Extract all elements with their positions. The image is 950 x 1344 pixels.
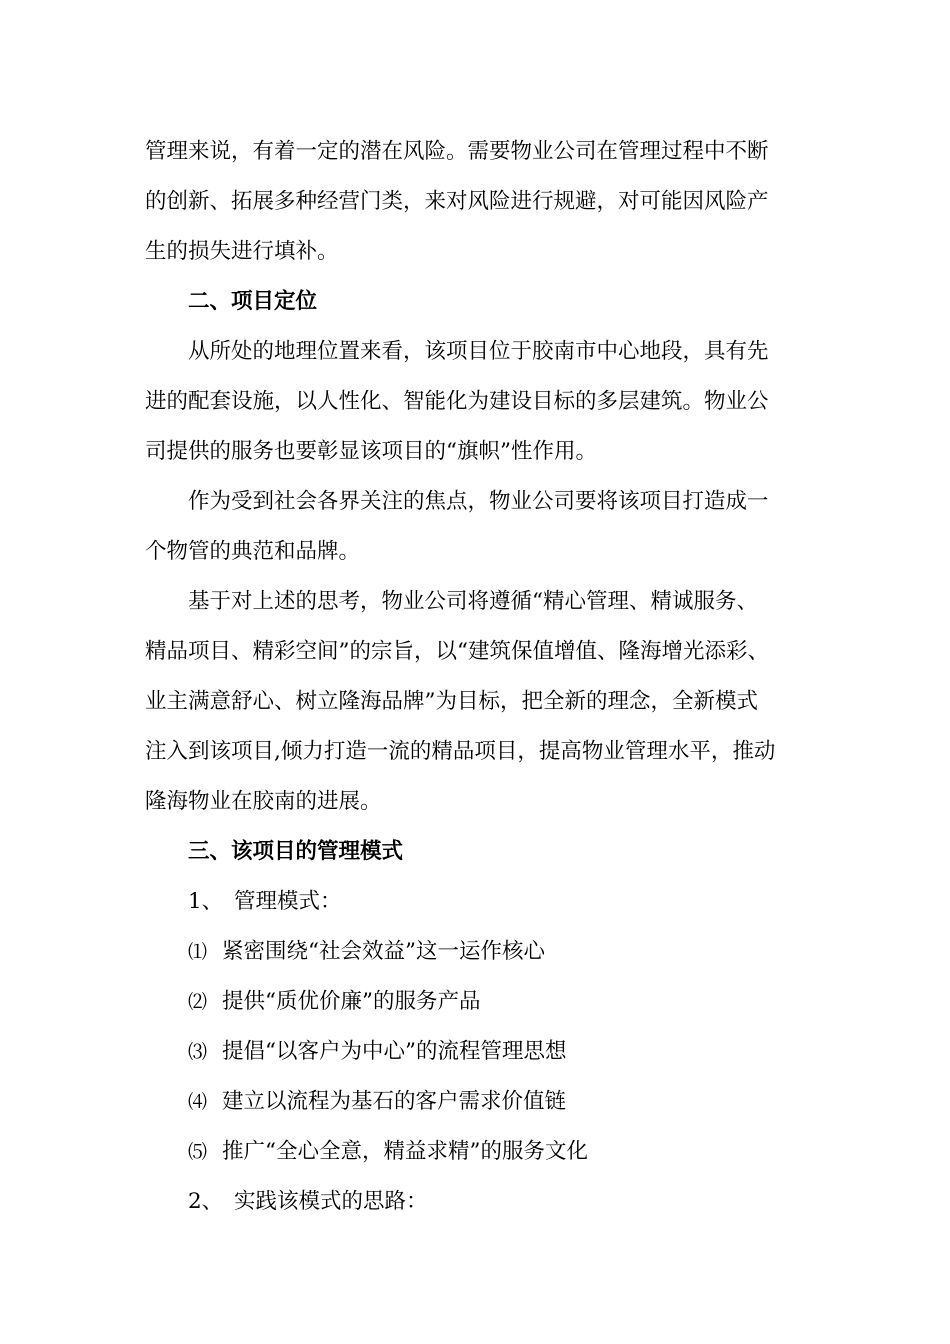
list-number: ⑵ [188,991,208,1013]
paragraph-line: 隆海物业在胶南的进展。 [145,789,382,814]
numbered-subheading [145,1177,810,1227]
list-item [145,927,810,977]
paragraph-line: 生的损失进行填补。 [145,239,339,264]
paragraph-line: 管理来说，有着一定的潜在风险。需要物业公司在管理过程中不断 [145,139,769,164]
paragraph-line: 注入到该项目,倾力打造一流的精品项目，提高物业管理水平，推动 [145,739,776,764]
list-number: 1、 [188,889,224,914]
paragraph-line: 作为受到社会各界关注的焦点，物业公司要将该项目打造成一 [188,489,769,514]
list-text: 紧密围绕“社会效益”这一运作核心 [222,939,545,964]
list-text: 实践该模式的思路： [234,1189,428,1214]
paragraph-line: 进的配套设施，以人性化、智能化为建设目标的多层建筑。物业公 [145,389,769,414]
list-number: ⑷ [188,1091,208,1113]
list-text: 推广“全心全意，精益求精”的服务文化 [222,1139,588,1164]
list-number: ⑶ [188,1041,208,1063]
document-body [145,127,810,1227]
paragraph-line: 从所处的地理位置来看，该项目位于胶南市中心地段，具有先 [188,339,769,364]
list-item [145,1077,810,1127]
paragraph-line: 业主满意舒心、树立隆海品牌”为目标，把全新的理念，全新模式 [145,689,758,714]
list-item [145,1027,810,1077]
list-item [145,977,810,1027]
list-text: 建立以流程为基石的客户需求价值链 [222,1089,567,1114]
section-heading-positioning: 二、项目定位 [188,289,318,314]
paragraph-line: 精品项目、精彩空间”的宗旨，以“建筑保值增值、隆海增光添彩、 [145,639,769,664]
list-text: 管理模式： [234,889,342,914]
numbered-subheading [145,877,810,927]
list-number: 2、 [188,1189,224,1214]
paragraph-line: 基于对上述的思考，物业公司将遵循“精心管理、精诚服务、 [188,589,758,614]
list-item [145,1127,810,1177]
list-number: ⑴ [188,941,208,963]
paragraph-line: 的创新、拓展多种经营门类，来对风险进行规避，对可能因风险产 [145,189,769,214]
list-number: ⑸ [188,1141,208,1163]
list-text: 提倡“以客户为中心”的流程管理思想 [222,1039,567,1064]
list-text: 提供“质优价廉”的服务产品 [222,989,481,1014]
section-heading-management-mode: 三、该项目的管理模式 [188,839,404,864]
paragraph-line: 个物管的典范和品牌。 [145,539,361,564]
paragraph-line: 司提供的服务也要彰显该项目的“旗帜”性作用。 [145,439,597,464]
